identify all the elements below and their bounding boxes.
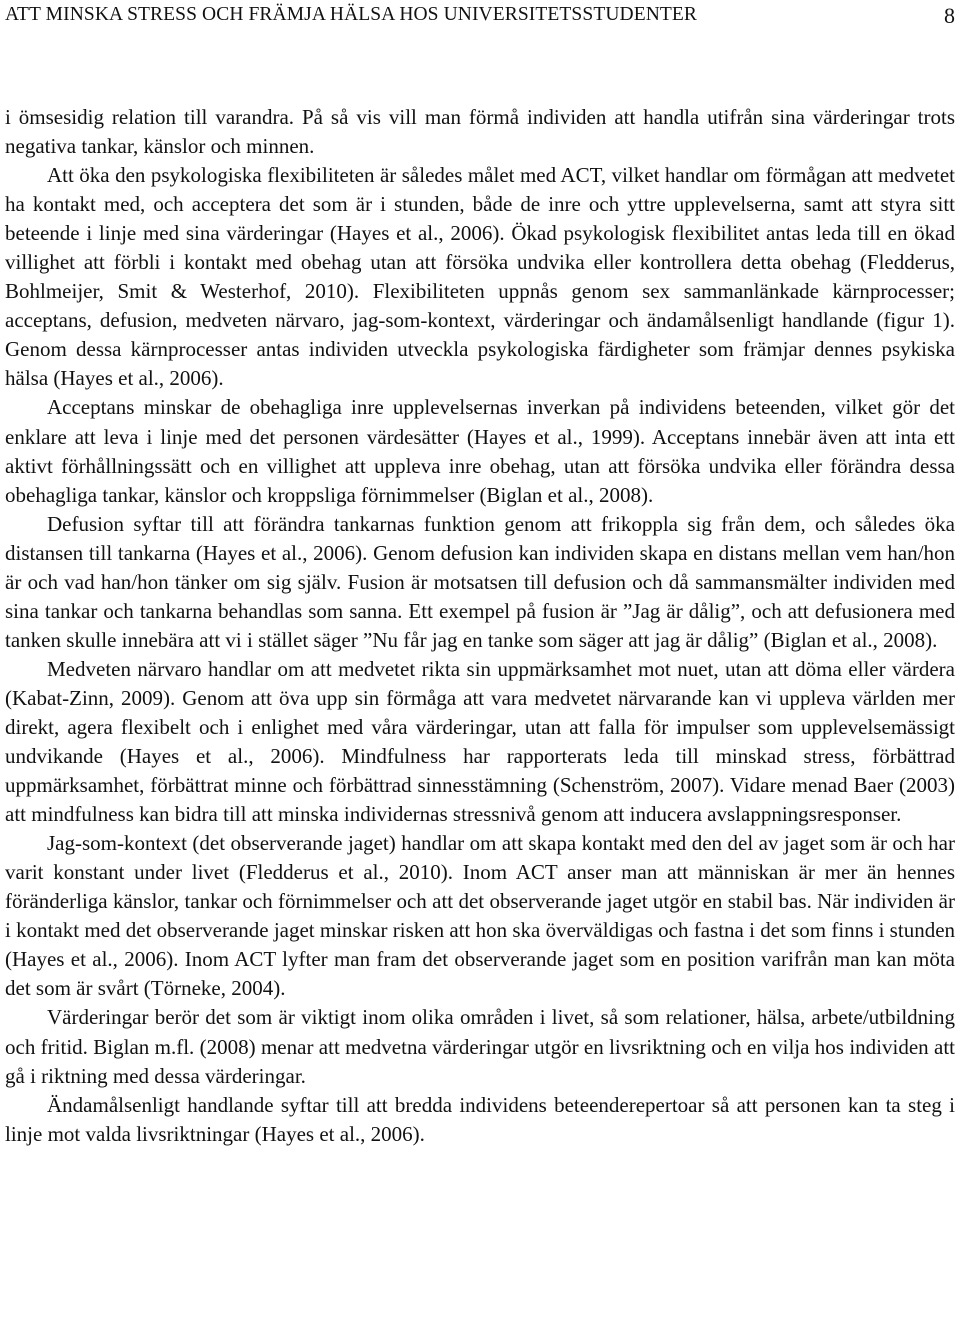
paragraph-committed-action: Ändamålsenligt handlande syftar till att bredda individens beteenderepertoar så att personen kan ta steg i linje mot valda livsriktningar (Hayes et al., 2006). bbox=[5, 1092, 955, 1146]
paragraph-continued: i ömsesidig relation till varandra. På så vis vill man förmå individen att handla utifrån sina värderingar trots negativa tankar, känslor och minnen. bbox=[5, 105, 955, 159]
paragraph-defusion: Defusion syftar till att förändra tankarnas funktion genom att frikoppla sig från dem, och således öka distansen till tankarna (Hayes et al., 2006). Genom defusion kan individen skapa en distans mellan vem han/hon är och vad han/hon tänker om sig själv. Fusion är motsatsen till defusion och då sammansmälter individen med sina tankar och tankarna behandlas som sanna. Ett exempel på fusion är ”Jag är dålig”, och att defusionera med tanken skulle innebära att vi i stället säger ”Nu får jag en tanke som säger att jag är dålig” (Biglan et al., 2008). bbox=[5, 511, 955, 652]
paragraph-acceptance: Acceptans minskar de obehagliga inre upplevelsernas inverkan på individens beteenden, vilket gör det enklare att leva i linje med det personen värdesätter (Hayes et al., 1999). Acceptans innebär även att inta ett aktivt förhållningssätt och en villighet att uppleva inre obehag, utan att försöka undvika eller förändra dessa obehagliga tankar, känslor och kroppsliga förnimmelser (Biglan et al., 2008). bbox=[5, 395, 955, 507]
page-header bbox=[5, 4, 955, 34]
page-number: 8 bbox=[944, 3, 955, 28]
paragraph-self-as-context: Jag-som-kontext (det observerande jaget) handlar om att skapa kontakt med den del av jaget som är och har varit konstant under livet (Fledderus et al., 2010). Inom ACT anser man att människan är mer än hennes föränderliga känslor, tankar och förnimmelser och att det observerande jaget utgör en stabil bas. När individen är i kontakt med det observerande jaget minskar risken att hon ska överväldigas och fastna i det som finns i stunden (Hayes et al., 2006). Inom ACT lyfter man fram det observerande jaget som en position varifrån man kan möta det som är svårt (Törneke, 2004). bbox=[5, 831, 956, 1001]
paragraph-psychological-flexibility: Att öka den psykologiska flexibiliteten är således målet med ACT, vilket handlar om förmågan att medvetet ha kontakt med, och acceptera det som är i stunden, både de inre och yttre upplevelserna, samt att styra sitt beteende i linje med sina värderingar (Hayes et al., 2006). Ökad psykologisk flexibilitet antas leda till en ökad villighet att förbli i kontakt med obehag utan att försöka undvika eller kontrollera detta obehag (Fledderus, Bohlmeijer, Smit & Westerhof, 2010). Flexibiliteten uppnås genom sex sammanlänkade kärnprocesser; acceptans, defusion, medveten närvaro, jag-som-kontext, värderingar och ändamålsenligt handlande (figur 1). Genom dessa kärnprocesser antas individen utveckla psykologiska färdigheter som främjar dennes psykiska hälsa (Hayes et al., 2006). bbox=[5, 163, 955, 391]
paragraph-mindfulness: Medveten närvaro handlar om att medvetet rikta sin uppmärksamhet mot nuet, utan att döma eller värdera (Kabat-Zinn, 2009). Genom att öva upp sin förmåga att vara medvetet närvarande kan vi uppleva världen mer direkt, agera flexibelt och i enlighet med våra värderingar, utan att falla för impulser som upplevelsemässigt undvikande (Hayes et al., 2006). Mindfulness har rapporterats leda till minskad stress, förbättrad uppmärksamhet, förbättrat minne och förbättrad sinnesstämning (Schenström, 2007). Vidare menad Baer (2003) att mindfulness kan bidra till att minska individernas stressnivå genom att inducera avslappningsresponser. bbox=[5, 656, 955, 827]
running-title: ATT MINSKA STRESS OCH FRÄMJA HÄLSA HOS UNIVERSITETSSTUDENTER bbox=[5, 4, 698, 25]
body-text bbox=[5, 103, 955, 1149]
paragraph-values: Värderingar berör det som är viktigt inom olika områden i livet, så som relationer, hälsa, arbete/utbildning och fritid. Biglan m.fl. (2008) menar att medvetna värderingar utgör en livsriktning och en vilja hos individen att gå i riktning med dessa värderingar. bbox=[5, 1005, 955, 1088]
document-page bbox=[5, 0, 955, 1149]
